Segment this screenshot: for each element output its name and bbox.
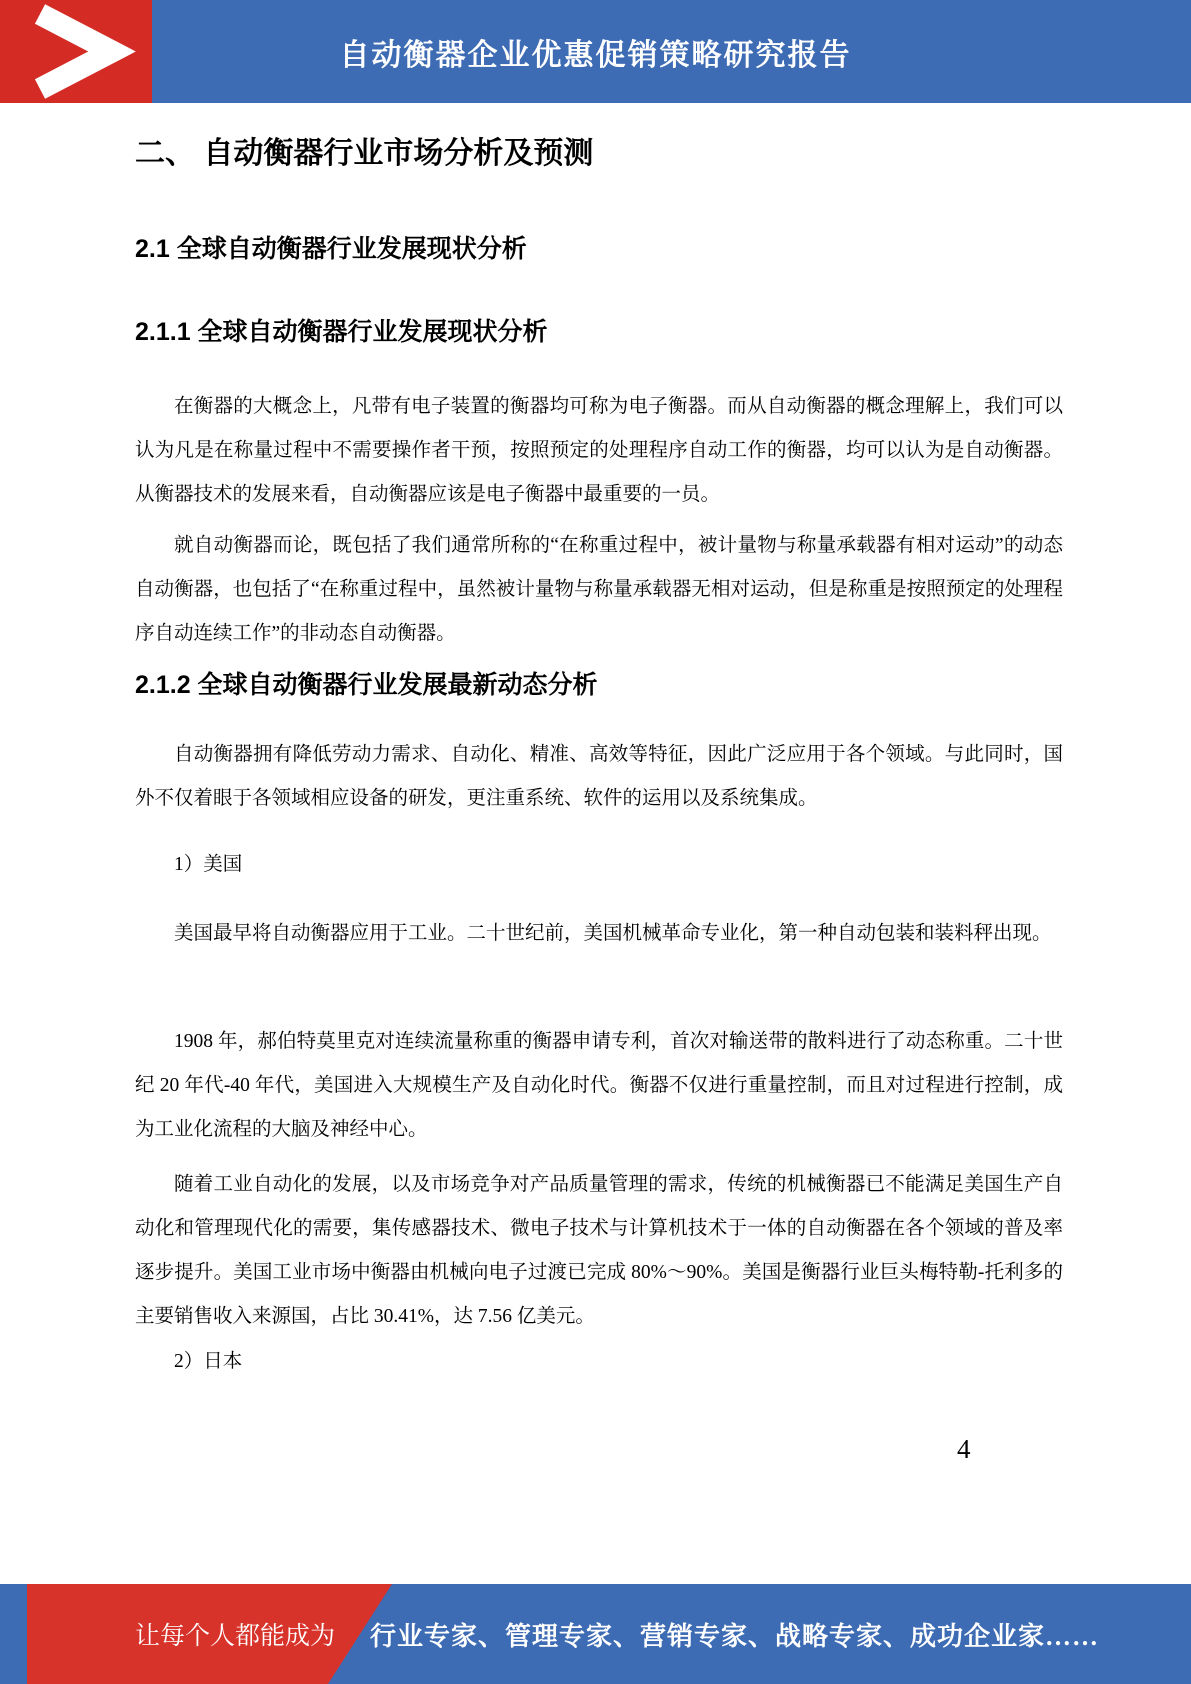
section-heading-2-1: 2.1 全球自动衡器行业发展现状分析 <box>135 235 527 263</box>
paragraph-usa-history: 1908 年，郝伯特莫里克对连续流量称重的衡器申请专利，首次对输送带的散料进行了动态称重。二十世纪 20 年代-40 年代，美国进入大规模生产及自动化时代。衡器不仅进行重量控制，而且对过程进行控制，成为工业化流程的大脑及神经中心。 <box>135 1031 1063 1140</box>
report-title: 自动衡器企业优惠促销策略研究报告 <box>339 38 852 72</box>
report-header <box>0 0 1191 103</box>
footer-banner <box>0 1584 1191 1684</box>
list-item-usa: 1）美国 <box>174 854 243 875</box>
footer-left-strip <box>0 1584 27 1684</box>
header-accent-block <box>0 0 152 103</box>
footer-slogan-left: 让每个人都能成为 <box>135 1622 336 1650</box>
paragraph-usa-market: 随着工业自动化的发展，以及市场竞争对产品质量管理的需求，传统的机械衡器已不能满足美国生产自动化和管理现代化的需要，集传感器技术、微电子技术与计算机技术于一体的自动衡器在各个领域的普及率逐步提升。美国工业市场中衡器由机械向电子过渡已完成 80%～90%。美国是衡器行业巨头梅特勒-托利多的主要销售收入来源国，占比 30.41%，达 7.56 亿美元。 <box>135 1174 1063 1327</box>
section-heading-2-1-2: 2.1.2 全球自动衡器行业发展最新动态分析 <box>135 671 598 699</box>
paragraph-features: 自动衡器拥有降低劳动力需求、自动化、精准、高效等特征，因此广泛应用于各个领域。与此同时，国外不仅着眼于各领域相应设备的研发，更注重系统、软件的运用以及系统集成。 <box>135 744 1063 809</box>
section-heading-main: 二、 自动衡器行业市场分析及预测 <box>135 137 594 170</box>
paragraph-definition: 在衡器的大概念上，凡带有电子装置的衡器均可称为电子衡器。而从自动衡器的概念理解上，我们可以认为凡是在称量过程中不需要操作者干预，按照预定的处理程序自动工作的衡器，均可以认为是自动衡器。从衡器技术的发展来看，自动衡器应该是电子衡器中最重要的一员。 <box>135 396 1063 505</box>
paragraph-usa-intro: 美国最早将自动衡器应用于工业。二十世纪前，美国机械革命专业化，第一种自动包装和装料秤出现。 <box>174 923 1052 944</box>
footer-slogan-right: 行业专家、管理专家、营销专家、战略专家、成功企业家…… <box>370 1621 1100 1651</box>
chevron-right-icon <box>0 0 152 103</box>
page-number: 4 <box>957 1434 971 1464</box>
paragraph-scope: 就自动衡器而论，既包括了我们通常所称的“在称重过程中，被计量物与称量承载器有相对运动”的动态自动衡器，也包括了“在称重过程中，虽然被计量物与称量承载器无相对运动，但是称重是按照预定的处理程序自动连续工作”的非动态自动衡器。 <box>135 535 1063 644</box>
section-heading-2-1-1: 2.1.1 全球自动衡器行业发展现状分析 <box>135 318 548 346</box>
list-item-japan: 2）日本 <box>174 1351 243 1372</box>
